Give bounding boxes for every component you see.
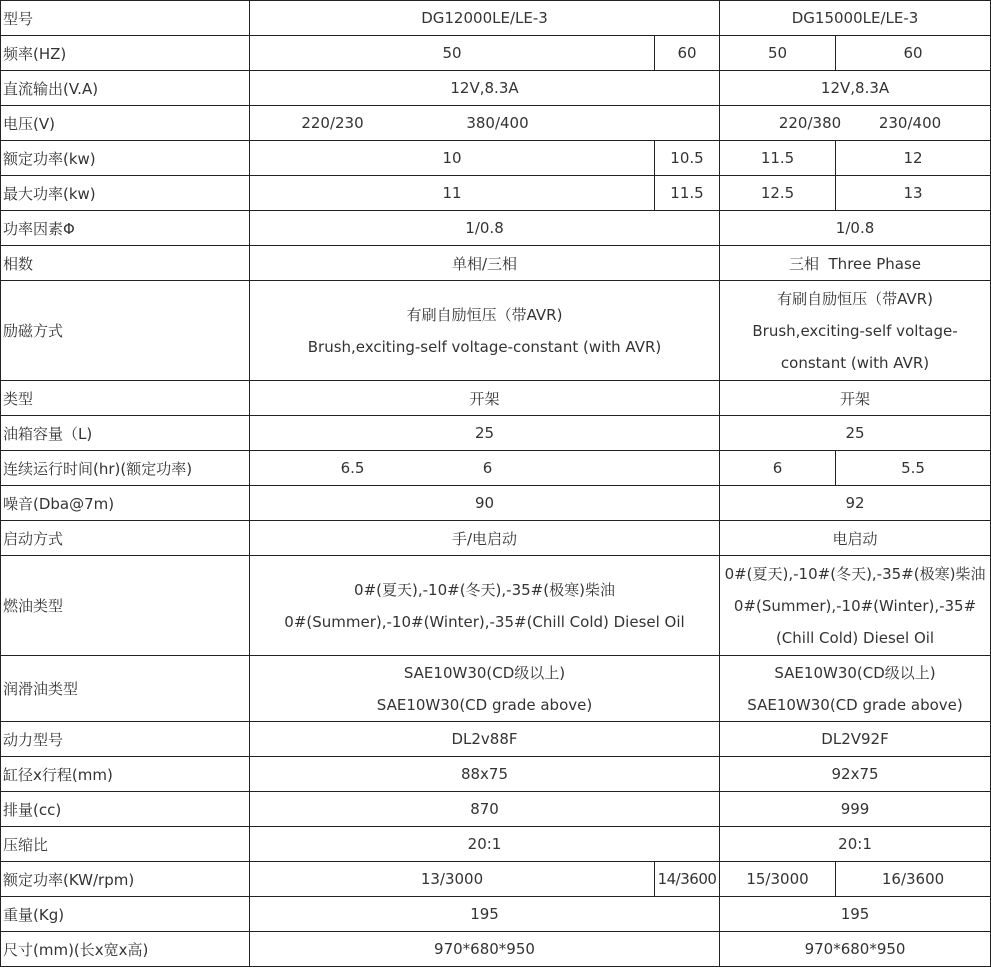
cell-b1: 6	[720, 451, 836, 486]
cell-b	[720, 281, 991, 381]
cell-b: 92	[720, 486, 991, 521]
voltage-pair-b	[760, 114, 960, 132]
cell-a: 开架	[250, 381, 720, 416]
cell-a: 20:1	[250, 827, 720, 862]
cell-a-line: 0#(Summer),-10#(Winter),-35#(Chill Cold) Diesel Oil	[284, 612, 685, 631]
cell-b-line: 0#(夏天),-10#(冬天),-35#(极寒)柴油	[724, 564, 986, 583]
row-label: 缸径x行程(mm)	[1, 757, 250, 792]
row-dimensions	[1, 932, 991, 967]
row-rated-power	[1, 141, 991, 176]
row-displacement	[1, 792, 991, 827]
row-label: 燃油类型	[1, 556, 250, 656]
cell-b2: 5.5	[836, 451, 991, 486]
cell-b-line: SAE10W30(CD grade above)	[747, 695, 963, 714]
cell-a1: 50	[250, 36, 655, 71]
row-max-power	[1, 176, 991, 211]
cell-a: 870	[250, 792, 720, 827]
runtime-pair-a	[285, 459, 555, 477]
row-dc-output	[1, 71, 991, 106]
row-noise	[1, 486, 991, 521]
row-label: 最大功率(kw)	[1, 176, 250, 211]
cell-b2: 230/400	[878, 114, 942, 132]
cell-b-line: 有刷自励恒压（带AVR)	[777, 289, 933, 308]
row-label: 额定功率(KW/rpm)	[1, 862, 250, 897]
cell-a	[250, 281, 720, 381]
cell-b: 1/0.8	[720, 211, 991, 246]
cell-b1: 15/3000	[720, 862, 836, 897]
cell-a1: 13/3000	[250, 862, 655, 897]
row-tank-capacity	[1, 416, 991, 451]
row-engine-model	[1, 722, 991, 757]
row-type	[1, 381, 991, 416]
cell-b-line: 0#(Summer),-10#(Winter),-35#	[733, 596, 977, 615]
cell-a1: 11	[250, 176, 655, 211]
cell-a: 195	[250, 897, 720, 932]
cell-b1: 11.5	[720, 141, 836, 176]
voltage-pair-a	[250, 114, 580, 132]
row-excitation	[1, 281, 991, 381]
cell-b: 92x75	[720, 757, 991, 792]
cell-b2: 60	[836, 36, 991, 71]
cell-a2: 60	[655, 36, 720, 71]
row-lubricant	[1, 656, 991, 722]
row-fuel-type	[1, 556, 991, 656]
cell-b2: 16/3600	[836, 862, 991, 897]
cell-a-line: Brush,exciting-self voltage-constant (with AVR)	[307, 337, 662, 356]
row-label: 动力型号	[1, 722, 250, 757]
row-label: 连续运行时间(hr)(额定功率)	[1, 451, 250, 486]
row-label: 直流输出(V.A)	[1, 71, 250, 106]
cell-a-line: SAE10W30(CD级以上)	[403, 663, 566, 682]
row-phase	[1, 246, 991, 281]
row-model	[1, 1, 991, 36]
cell-b2: 13	[836, 176, 991, 211]
cell-b1: 50	[720, 36, 836, 71]
cell-b	[720, 556, 991, 656]
row-label: 润滑油类型	[1, 656, 250, 722]
row-start-method	[1, 521, 991, 556]
cell-a	[250, 556, 720, 656]
cell-b: DL2V92F	[720, 722, 991, 757]
row-voltage	[1, 106, 991, 141]
row-label: 油箱容量（L)	[1, 416, 250, 451]
cell-a1: 220/230	[301, 114, 364, 132]
cell-b-line: constant (with AVR)	[780, 353, 930, 372]
cell-b: 开架	[720, 381, 991, 416]
cell-a: DL2v88F	[250, 722, 720, 757]
row-label: 压缩比	[1, 827, 250, 862]
cell-a1: 10	[250, 141, 655, 176]
row-label: 额定功率(kw)	[1, 141, 250, 176]
cell-a: 88x75	[250, 757, 720, 792]
cell-a: 25	[250, 416, 720, 451]
cell-a2: 14/3600	[655, 862, 720, 897]
row-label: 重量(Kg)	[1, 897, 250, 932]
row-label: 相数	[1, 246, 250, 281]
cell-b: 20:1	[720, 827, 991, 862]
row-label: 启动方式	[1, 521, 250, 556]
row-label: 排量(cc)	[1, 792, 250, 827]
cell-b: 195	[720, 897, 991, 932]
cell-a-line: SAE10W30(CD grade above)	[376, 695, 593, 714]
cell-a: 970*680*950	[250, 932, 720, 967]
row-engine-rated-power	[1, 862, 991, 897]
cell-b: 12V,8.3A	[720, 71, 991, 106]
row-weight	[1, 897, 991, 932]
cell-a1: 6.5	[340, 459, 365, 477]
cell-b: 25	[720, 416, 991, 451]
row-label: 功率因素Φ	[1, 211, 250, 246]
cell-a: 90	[250, 486, 720, 521]
cell-a: 1/0.8	[250, 211, 720, 246]
row-runtime	[1, 451, 991, 486]
cell-a-line: 0#(夏天),-10#(冬天),-35#(极寒)柴油	[354, 580, 615, 599]
cell-b1: 12.5	[720, 176, 836, 211]
cell-b2: 12	[836, 141, 991, 176]
cell-b: 970*680*950	[720, 932, 991, 967]
cell-b	[720, 106, 991, 141]
cell-b: 三相 Three Phase	[720, 246, 991, 281]
row-label: 型号	[1, 1, 250, 36]
cell-b-line: SAE10W30(CD级以上)	[774, 663, 936, 682]
cell-a	[250, 451, 720, 486]
row-label: 电压(V)	[1, 106, 250, 141]
cell-a-line: 有刷自励恒压（带AVR)	[406, 305, 563, 324]
row-label: 励磁方式	[1, 281, 250, 381]
row-label: 尺寸(mm)(长x宽x高)	[1, 932, 250, 967]
cell-b-line: Brush,exciting-self voltage-	[752, 321, 958, 340]
cell-a2: 11.5	[655, 176, 720, 211]
cell-a2: 6	[482, 459, 493, 477]
cell-a: 手/电启动	[250, 521, 720, 556]
cell-a: 单相/三相	[250, 246, 720, 281]
cell-b	[720, 656, 991, 722]
cell-b: 电启动	[720, 521, 991, 556]
cell-b1: 220/380	[778, 114, 842, 132]
cell-a: 12V,8.3A	[250, 71, 720, 106]
cell-b-line: (Chill Cold) Diesel Oil	[775, 628, 935, 647]
row-label: 频率(HZ)	[1, 36, 250, 71]
model-b: DG15000LE/LE-3	[720, 1, 991, 36]
row-power-factor	[1, 211, 991, 246]
row-bore-stroke	[1, 757, 991, 792]
cell-a2: 380/400	[466, 114, 529, 132]
row-label: 类型	[1, 381, 250, 416]
row-frequency	[1, 36, 991, 71]
row-compression-ratio	[1, 827, 991, 862]
row-label: 噪音(Dba@7m)	[1, 486, 250, 521]
cell-a	[250, 656, 720, 722]
cell-b: 999	[720, 792, 991, 827]
model-a: DG12000LE/LE-3	[250, 1, 720, 36]
cell-a2: 10.5	[655, 141, 720, 176]
cell-a	[250, 106, 720, 141]
